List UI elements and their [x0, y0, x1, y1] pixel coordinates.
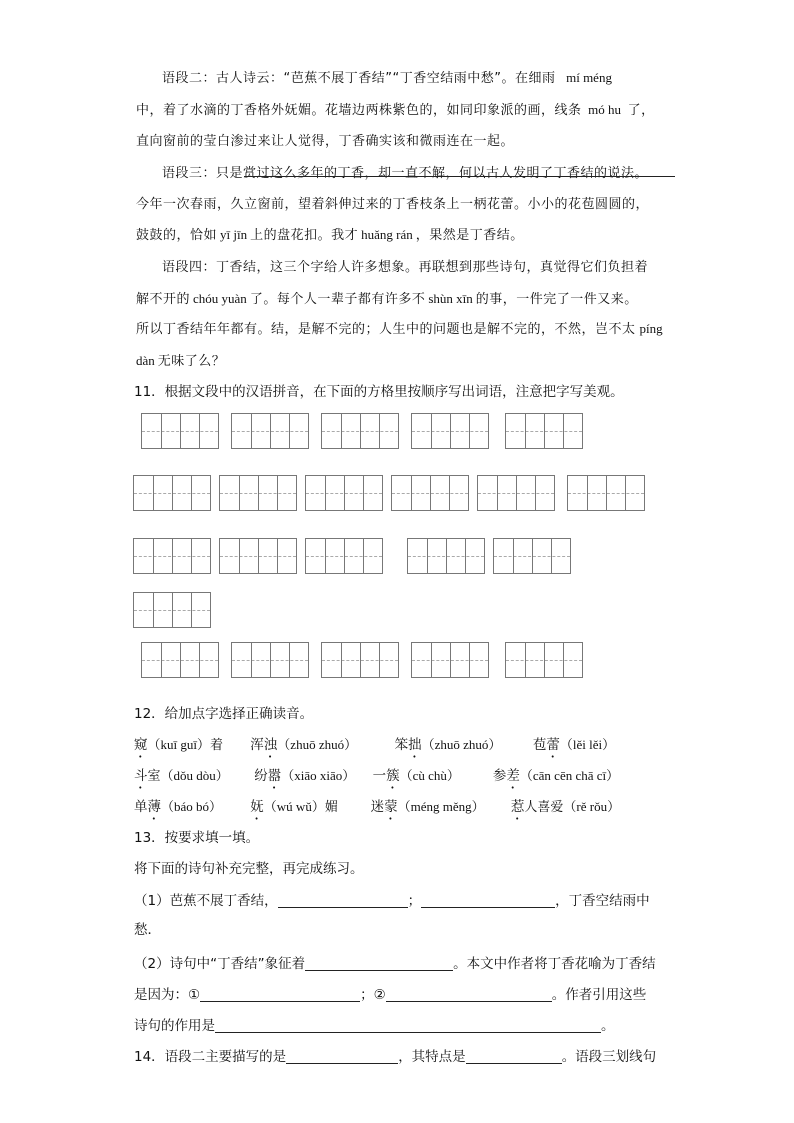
q12-item[interactable]: 妩（wú wǔ）媚	[250, 799, 338, 815]
answer-box[interactable]	[231, 642, 309, 678]
q12-item[interactable]: 苞蕾（lěi lěi）	[532, 737, 616, 753]
q13-item2-line2: 是因为：① ；② 。作者引用这些	[134, 987, 647, 1003]
answer-box[interactable]	[391, 475, 469, 511]
q13-title: 13．按要求填一填。	[134, 830, 260, 846]
answer-box[interactable]	[567, 475, 645, 511]
answer-box[interactable]	[505, 413, 583, 449]
q12-item[interactable]: 一簇（cù chù）	[372, 768, 460, 784]
underline-sentence	[244, 176, 675, 177]
q12-item[interactable]: 斗室（dǒu dòu）	[134, 768, 229, 784]
answer-box[interactable]	[219, 538, 297, 574]
q12-row1	[134, 733, 615, 761]
para2-line1: 语段二：古人诗云：“芭蕉不展丁香结”“丁香空结雨中愁”。在细雨 mí méng	[162, 70, 612, 86]
answer-box[interactable]	[133, 538, 211, 574]
answer-box[interactable]	[305, 475, 383, 511]
blank-line[interactable]	[286, 1049, 398, 1064]
q12-row3	[134, 795, 620, 823]
answer-box[interactable]	[141, 642, 219, 678]
blank-line[interactable]	[466, 1049, 562, 1064]
q12-item[interactable]: 纷嚣（xiāo xiāo）	[254, 768, 356, 784]
answer-box[interactable]	[231, 413, 309, 449]
q13-item1: （1）芭蕉不展丁香结， ； ，丁香空结雨中	[134, 893, 650, 909]
para4-line3: 所以丁香结年年都有。结，是解不完的；人生中的问题也是解不完的，不然，岂不太 píng	[136, 321, 663, 337]
answer-box[interactable]	[477, 475, 555, 511]
answer-box[interactable]	[493, 538, 571, 574]
para3-line1: 语段三：只是赏过这么多年的丁香，却一直不解，何以古人发明了丁香结的说法。	[162, 166, 649, 181]
answer-box[interactable]	[219, 475, 297, 511]
blank-line[interactable]	[215, 1018, 601, 1033]
answer-box[interactable]	[505, 642, 583, 678]
q12-item[interactable]: 惹人喜爱（rě rǒu）	[510, 799, 621, 815]
answer-box[interactable]	[411, 413, 489, 449]
q12-item[interactable]: 窥（kuī guī）着	[134, 737, 223, 753]
para3-line3: 鼓鼓的，恰如 yī jīn 上的盘花扣。我才 huǎng rán ，果然是丁香结。	[136, 227, 524, 243]
para4-line2: 解不开的 chóu yuàn 了。每个人一辈子都有许多不 shùn xīn 的事，一件完了一件又来。	[136, 291, 638, 307]
q12-item[interactable]: 笨拙（zhuō zhuó）	[394, 737, 502, 753]
q12-row2	[134, 764, 619, 792]
q12-item[interactable]: 迷蒙（méng měng）	[370, 799, 485, 815]
q12-item[interactable]: 单薄（báo bó）	[134, 799, 223, 815]
para4-line1: 语段四：丁香结，这三个字给人许多想象。再联想到那些诗句，真觉得它们负担着	[162, 260, 649, 275]
answer-box[interactable]	[133, 475, 211, 511]
q12-title: 12．给加点字选择正确读音。	[134, 706, 314, 722]
blank-line[interactable]	[305, 956, 453, 971]
para2-line3: 直向窗前的莹白渗过来让人觉得，丁香确实该和微雨连在一起。	[136, 134, 515, 149]
para3-line2: 今年一次春雨，久立窗前，望着斜伸过来的丁香枝条上一柄花蕾。小小的花苞圆圆的，	[136, 197, 650, 212]
q14: 14．语段二主要描写的是 ，其特点是 。语段三划线句	[134, 1049, 657, 1065]
q13-item2-line3: 诗句的作用是 。	[134, 1018, 615, 1034]
q12-item[interactable]: 参差（cān cēn chā cī）	[492, 768, 620, 784]
blank-line[interactable]	[421, 893, 555, 908]
answer-box[interactable]	[133, 592, 211, 628]
answer-box[interactable]	[411, 642, 489, 678]
blank-line[interactable]	[278, 893, 408, 908]
para2-line2: 中，着了水滴的丁香格外妩媚。花墙边两株紫色的，如同印象派的画，线条 mó hu 了，	[136, 102, 655, 118]
para4-line4: dàn 无味了么？	[136, 353, 226, 369]
q12-item[interactable]: 浑浊（zhuō zhuó）	[250, 737, 358, 753]
answer-box[interactable]	[141, 413, 219, 449]
blank-line[interactable]	[200, 987, 360, 1002]
q13-item1-cont: 愁．	[134, 922, 161, 938]
answer-box[interactable]	[321, 642, 399, 678]
q11-text: 11．根据文段中的汉语拼音，在下面的方格里按顺序写出词语，注意把字写美观。	[134, 384, 624, 400]
blank-line[interactable]	[386, 987, 552, 1002]
answer-box[interactable]	[407, 538, 485, 574]
q13-intro: 将下面的诗句补充完整，再完成练习。	[134, 861, 364, 877]
answer-box[interactable]	[305, 538, 383, 574]
answer-box[interactable]	[321, 413, 399, 449]
q13-item2: （2）诗句中“丁香结”象征着 。本文中作者将丁香花喻为丁香结	[134, 956, 656, 972]
